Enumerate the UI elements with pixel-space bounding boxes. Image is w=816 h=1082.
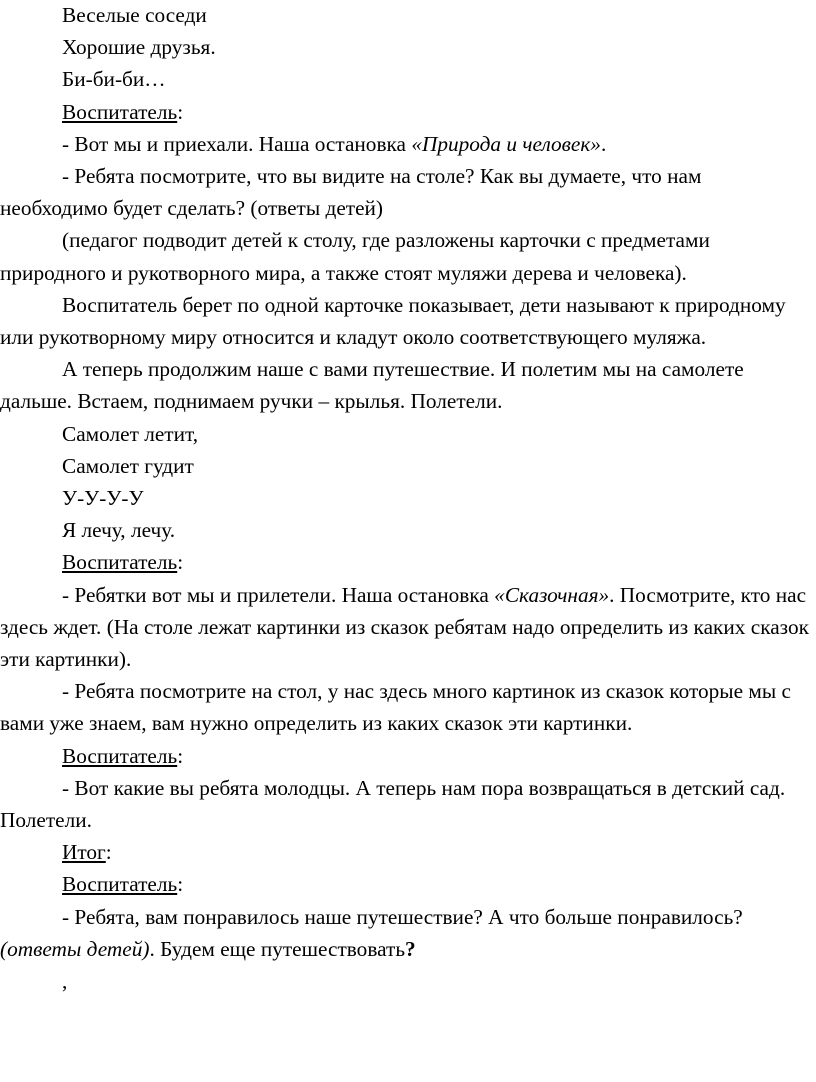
poem-line: Хорошие друзья.: [62, 35, 216, 60]
teacher-label: Воспитатель: [62, 550, 178, 575]
paragraph-final-question: - Ребята, вам понравилось наше путешествие? А что больше понравилось? (ответы детей). Будем еще путешествовать?: [0, 904, 743, 961]
paragraph-continue-trip: А теперь продолжим наше с вами путешествие. И полетим мы на самолете дальше. Встаем, поднимаем ручки – крылья. Полетели.: [0, 357, 744, 414]
paragraph-table-question: - Ребята посмотрите, что вы видите на столе? Как вы думаете, что нам необходимо будет сделать? (ответы детей): [0, 164, 702, 221]
poem-line: Самолет летит,: [62, 421, 199, 446]
paragraph-pictures: - Ребята посмотрите на стол, у нас здесь много картинок из сказок которые мы с вами уже знаем, вам нужно определить из каких сказок эти картинки.: [0, 679, 791, 736]
trailing-mark: ,: [62, 969, 68, 994]
paragraph-teacher-leads: (педагог подводит детей к столу, где разложены карточки с предметами природного и рукотворного мира, а также стоят муляжи дерева и человека).: [0, 228, 710, 285]
poem-line: Самолет гудит: [62, 453, 194, 478]
paragraph-stop-nature: - Вот мы и приехали. Наша остановка «Природа и человек».: [62, 131, 607, 156]
speaker-heading: Воспитатель:: [62, 99, 184, 124]
summary-heading: Итог:: [62, 840, 112, 865]
poem-line: Веселые соседи: [62, 3, 207, 27]
teacher-label: Воспитатель: [62, 743, 178, 768]
teacher-label: Воспитатель: [62, 872, 178, 897]
poem-line: Би-би-би…: [62, 67, 166, 92]
speaker-heading: Воспитатель:: [62, 872, 184, 897]
speaker-heading: Воспитатель:: [62, 743, 184, 768]
poem-line: У-У-У-У: [62, 486, 144, 511]
teacher-label: Воспитатель: [62, 99, 178, 124]
poem-line: Я лечу, лечу.: [62, 518, 176, 543]
paragraph-stop-fairytale: - Ребятки вот мы и прилетели. Наша остановка «Сказочная». Посмотрите, кто нас здесь ждет. (На столе лежат картинки из сказок ребятам надо определить из каких сказок эти картинки).: [0, 582, 809, 672]
paragraph-return: - Вот какие вы ребята молодцы. А теперь нам пора возвращаться в детский сад. Полетели.: [0, 775, 786, 833]
summary-label: Итог: [62, 840, 106, 865]
paragraph-cards: Воспитатель берет по одной карточке показывает, дети называют к природному или рукотворному миру относится и кладут около соответствующего муляжа.: [0, 292, 786, 350]
speaker-heading: Воспитатель:: [62, 550, 184, 575]
